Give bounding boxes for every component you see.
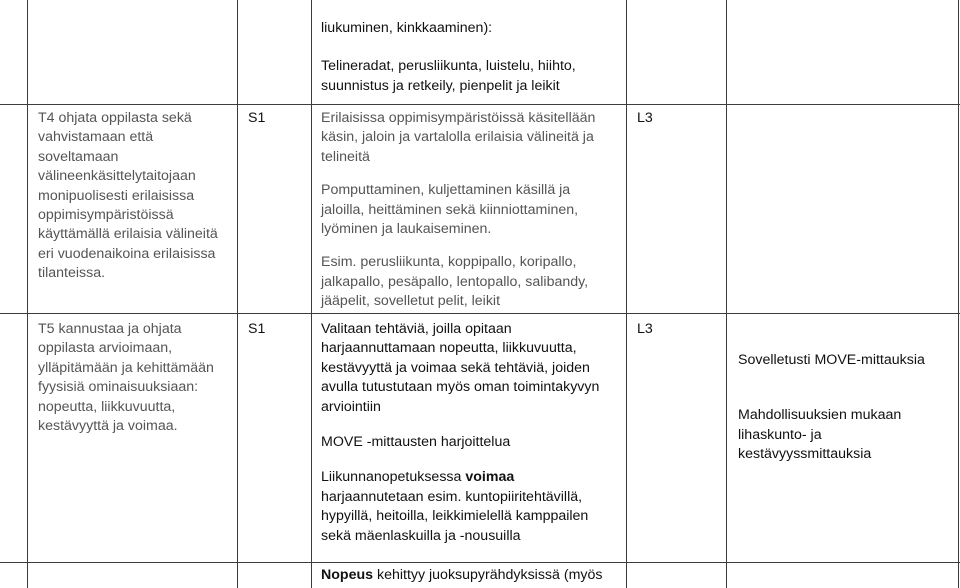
content-line: kestävyyttä ja voimaa sekä tehtäviä, joiden bbox=[321, 359, 590, 376]
content-line: Erilaisissa oppimisympäristöissä käsitellään bbox=[321, 110, 596, 126]
row-divider bbox=[0, 562, 960, 563]
emphasis-text: voimaa bbox=[465, 469, 515, 486]
content-line: jalkapallo, pesäpallo, lentopallo, salibandy, bbox=[321, 273, 589, 290]
content-line: telineitä bbox=[321, 148, 370, 165]
content-line: sekä mäenlaskuilla ja -nousuilla bbox=[321, 527, 521, 544]
assessment-line: lihaskunto- ja bbox=[738, 426, 822, 443]
content-text: Liikunnanopetuksessa bbox=[321, 469, 466, 486]
assessment-line: kestävyyssmittauksia bbox=[738, 446, 872, 463]
table-border bbox=[311, 0, 312, 588]
content-line: harjaannuttamaan nopeutta, liikkuvuutta, bbox=[321, 340, 577, 357]
table-border bbox=[626, 0, 627, 588]
content-line: Pomputtaminen, kuljettaminen käsillä ja bbox=[321, 182, 571, 199]
table-border bbox=[726, 0, 727, 588]
goal-line: monipuolisesti erilaisissa bbox=[38, 187, 195, 204]
content-line bbox=[321, 468, 621, 487]
row-divider bbox=[0, 104, 960, 105]
content-text: kehittyy juoksupyrähdyksissä (myös bbox=[373, 567, 603, 583]
row1-area-cell: S1 bbox=[248, 110, 266, 126]
row2-area-cell: S1 bbox=[248, 321, 266, 337]
row3-content-cell bbox=[321, 566, 626, 585]
row1-goal-cell bbox=[38, 109, 233, 284]
content-line: jääpelit, sovelletut pelit, leikit bbox=[321, 293, 501, 310]
row-divider bbox=[0, 313, 960, 314]
content-line: Esim. perusliikunta, koppipallo, koripallo, bbox=[321, 254, 577, 271]
goal-line: oppimisympäristöissä bbox=[38, 207, 174, 224]
row2-competence-cell: L3 bbox=[637, 321, 653, 337]
goal-line: tilanteissa. bbox=[38, 265, 106, 282]
goal-line: ylläpitämään ja kehittämään bbox=[38, 359, 214, 376]
goal-line: fyysisiä ominaisuuksiaan: bbox=[38, 379, 199, 396]
goal-line: T5 kannustaa ja ohjata bbox=[38, 321, 182, 337]
content-line: arviointiin bbox=[321, 398, 381, 415]
goal-line: vahvistamaan että bbox=[38, 129, 154, 146]
row2-assessment-cell bbox=[738, 351, 956, 465]
content-line: jaloilla, heittäminen sekä kiinniottaminen, bbox=[321, 201, 579, 218]
goal-line: oppilasta arvioimaan, bbox=[38, 340, 173, 357]
goal-line: käyttämällä erilaisia välineitä bbox=[38, 226, 218, 243]
row2-content-cell bbox=[321, 320, 621, 546]
content-line: avulla tutustutaan myös oman toimintakyvyn bbox=[321, 379, 600, 396]
content-line: MOVE -mittausten harjoittelua bbox=[321, 434, 511, 451]
table-border bbox=[958, 0, 959, 588]
goal-line: välineenkäsittelytaitojaan bbox=[38, 168, 196, 185]
content-line: Telineradat, perusliikunta, luistelu, hiihto, bbox=[321, 58, 576, 75]
goal-line: soveltamaan bbox=[38, 148, 119, 165]
content-line: Valitaan tehtäviä, joilla opitaan bbox=[321, 321, 512, 337]
goal-line: eri vuodenaikoina erilaisissa bbox=[38, 245, 216, 262]
row1-content-cell bbox=[321, 109, 621, 312]
row1-competence-cell: L3 bbox=[637, 110, 653, 126]
goal-line: kestävyyttä ja voimaa. bbox=[38, 418, 178, 435]
row2-goal-cell bbox=[38, 320, 233, 436]
content-line: harjaannutetaan esim. kuntopiiritehtävillä, bbox=[321, 488, 583, 505]
goal-line: nopeutta, liikkuvuutta, bbox=[38, 398, 176, 415]
goal-line: T4 ohjata oppilasta sekä bbox=[38, 110, 192, 126]
assessment-line: Mahdollisuuksien mukaan bbox=[738, 407, 902, 424]
table-border bbox=[237, 0, 238, 588]
table-border bbox=[27, 0, 28, 588]
content-line: suunnistus ja retkeily, pienpelit ja leikit bbox=[321, 77, 560, 94]
emphasis-text: Nopeus bbox=[321, 567, 374, 583]
content-line: käsin, jaloin ja vartalolla erilaisia välineitä ja bbox=[321, 129, 594, 146]
content-line: hypyillä, heitoilla, leikkimielellä kamppailen bbox=[321, 508, 589, 525]
assessment-line: Sovelletusti MOVE-mittauksia bbox=[738, 352, 925, 368]
row0-content-cell bbox=[321, 19, 621, 96]
content-line: liukuminen, kinkkaaminen): bbox=[321, 20, 493, 36]
content-line: lyöminen ja laukaiseminen. bbox=[321, 221, 492, 238]
content-line bbox=[321, 38, 621, 57]
